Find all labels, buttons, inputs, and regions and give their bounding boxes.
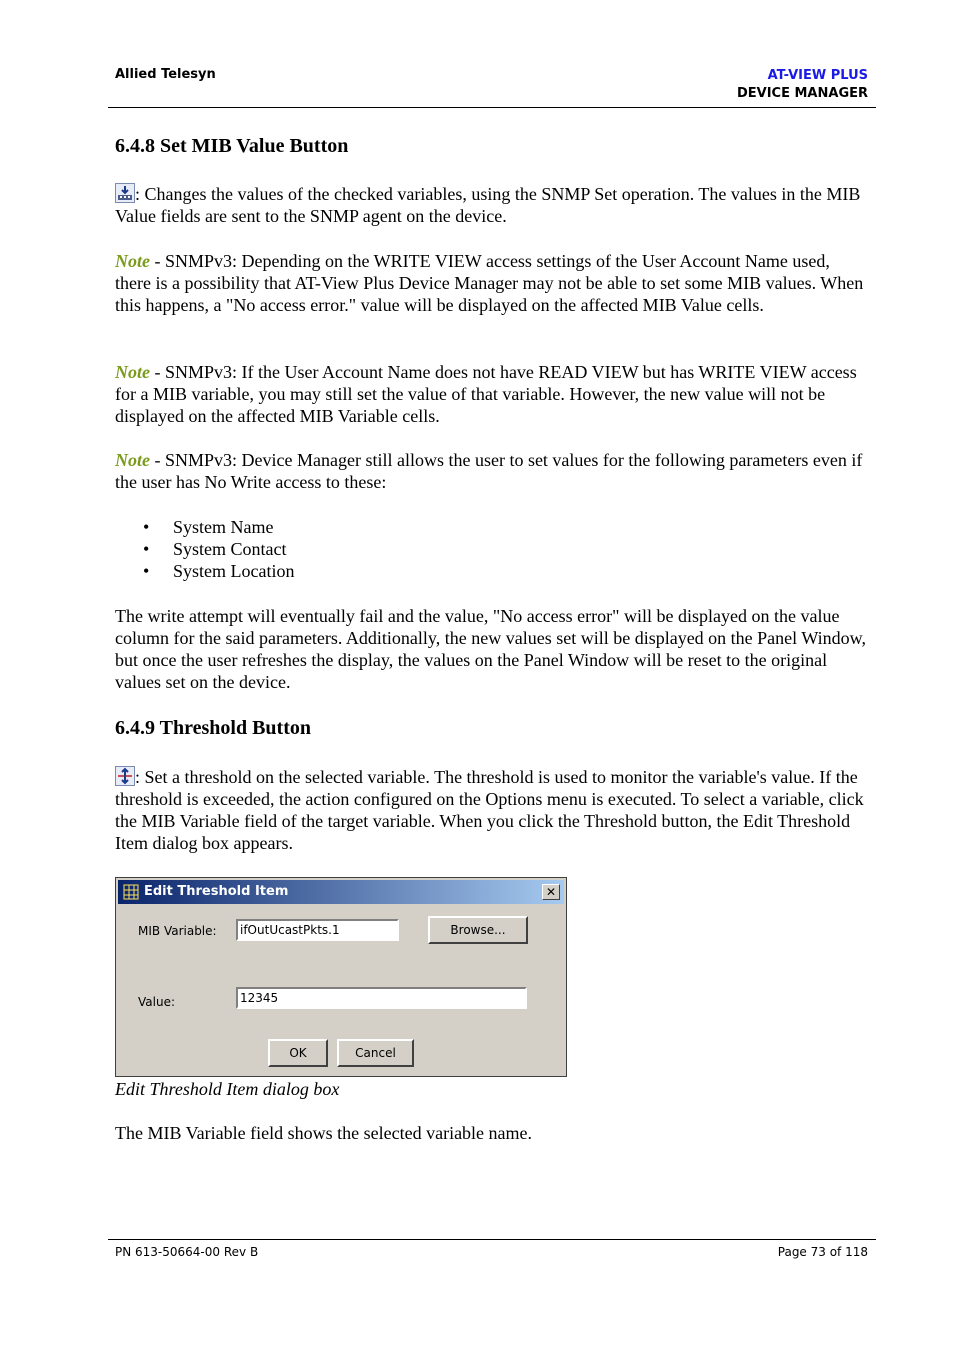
set-mib-closing: The write attempt will eventually fail and the value, "No access error" will be displayed on the value column for the said parameters. Additionally, the new values set will be displayed on the Panel Window, but once the user refreshes the display, the values on the Panel Window will be reset to the original values set on the device. — [115, 606, 866, 692]
threshold-intro-text: : Set a threshold on the selected variable. The threshold is used to monitor the variable's value. If the threshold is exceeded, the action configured on the Options menu is executed. To select a variable, click the MIB Variable field of the target variable. When you click the Threshold button, the Edit Threshold Item dialog box appears. — [115, 767, 864, 853]
close-icon[interactable]: ✕ — [542, 884, 560, 900]
header-rule — [108, 107, 876, 108]
header-company: Allied Telesyn — [115, 67, 216, 82]
note-label: Note — [115, 450, 150, 470]
cancel-button[interactable]: Cancel — [337, 1039, 414, 1067]
dialog-caption: Edit Threshold Item dialog box — [115, 1079, 340, 1099]
ok-button[interactable]: OK — [268, 1039, 328, 1067]
mib-variable-label: MIB Variable: — [138, 924, 217, 938]
list-item: • System Contact — [115, 538, 294, 560]
mib-variable-field[interactable]: ifOutUcastPkts.1 — [236, 919, 399, 941]
set-mib-value-icon — [115, 183, 135, 203]
dialog-grid-icon — [123, 884, 139, 900]
set-mib-intro — [115, 183, 867, 227]
note-3 — [115, 449, 867, 493]
header-product — [737, 67, 868, 103]
footer-part-number: PN 613-50664-00 Rev B — [115, 1245, 259, 1259]
note-label: Note — [115, 251, 150, 271]
list-item: • System Name — [115, 516, 294, 538]
footer-rule — [108, 1239, 876, 1240]
section-heading-threshold: 6.4.9 Threshold Button — [115, 717, 311, 739]
section-heading-set-mib: 6.4.8 Set MIB Value Button — [115, 135, 349, 157]
dialog-title: Edit Threshold Item — [144, 884, 289, 899]
note-label: Note — [115, 362, 150, 382]
threshold-intro — [115, 766, 867, 854]
set-mib-intro-text: : Changes the values of the checked variables, using the SNMP Set operation. The values in the MIB Value fields are sent to the SNMP agent on the device. — [115, 184, 861, 226]
dialog-titlebar — [118, 880, 564, 904]
note-3-text: - SNMPv3: Device Manager still allows the user to set values for the following parameters even if the user has No Write access to these: — [115, 450, 863, 492]
value-label: Value: — [138, 995, 175, 1009]
note-2 — [115, 361, 867, 427]
browse-button[interactable]: Browse... — [428, 916, 528, 944]
note-1-text: - SNMPv3: Depending on the WRITE VIEW access settings of the User Account Name used, there is a possibility that AT-View Plus Device Manager may not be able to set some MIB values. When this happens, a "No access error." value will be displayed on the affected MIB Value cells. — [115, 251, 864, 315]
footer-page-number: Page 73 of 118 — [777, 1245, 868, 1259]
list-item: • System Location — [115, 560, 294, 582]
header-product-line1: AT-VIEW PLUS — [767, 68, 868, 83]
edit-threshold-dialog — [115, 877, 567, 1077]
parameter-list — [115, 516, 294, 582]
threshold-closing: The MIB Variable field shows the selected variable name. — [115, 1123, 533, 1143]
note-1 — [115, 250, 867, 316]
note-2-text: - SNMPv3: If the User Account Name does not have READ VIEW but has WRITE VIEW access for a MIB variable, you may still set the value of that variable. However, the new value will not be displayed on the affected MIB Variable cells. — [115, 362, 857, 426]
header-product-line2: DEVICE MANAGER — [736, 86, 868, 101]
threshold-icon — [115, 766, 135, 786]
value-field[interactable]: 12345 — [236, 987, 527, 1009]
